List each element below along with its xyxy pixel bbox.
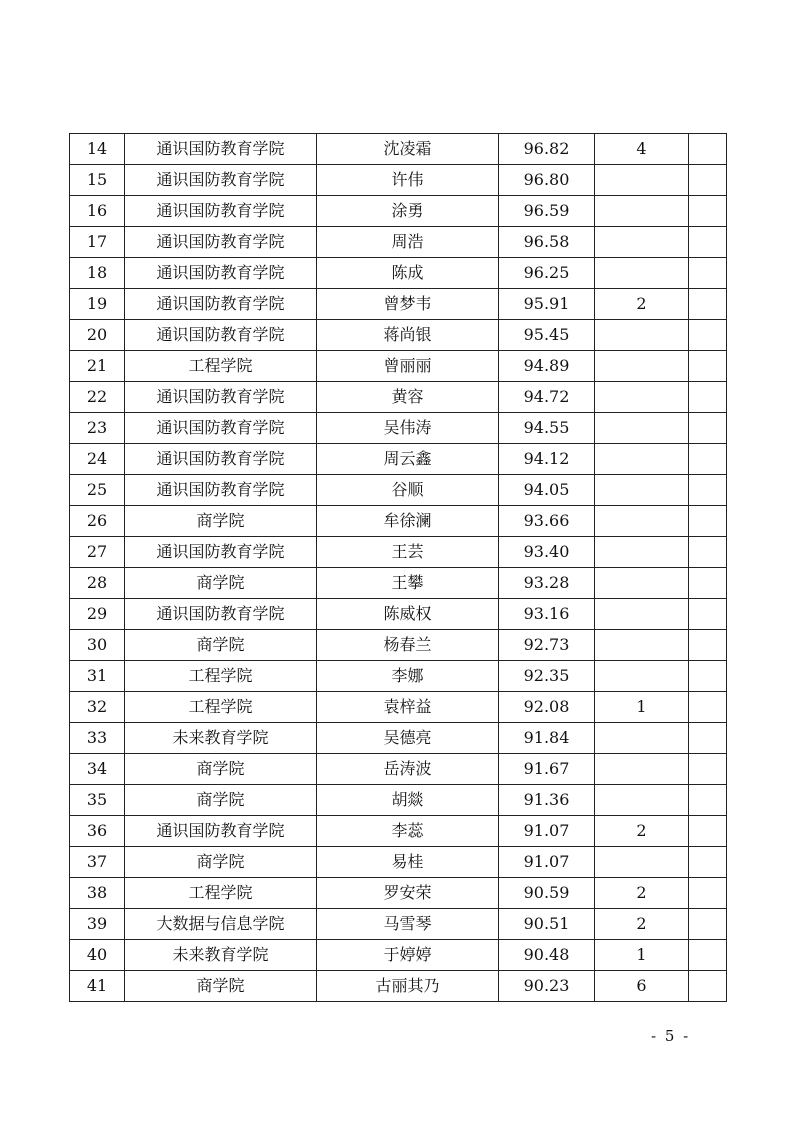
college-cell: 通识国防教育学院 — [125, 475, 317, 506]
table-row — [70, 413, 727, 444]
college-cell: 商学院 — [125, 785, 317, 816]
row-number-cell: 33 — [70, 723, 125, 754]
row-number-cell: 41 — [70, 971, 125, 1002]
table-row — [70, 289, 727, 320]
college-cell: 商学院 — [125, 568, 317, 599]
score-cell: 96.59 — [499, 196, 595, 227]
table-row — [70, 630, 727, 661]
count-cell — [595, 351, 689, 382]
college-cell: 通识国防教育学院 — [125, 289, 317, 320]
remark-cell — [689, 661, 727, 692]
college-cell: 商学院 — [125, 630, 317, 661]
row-number-cell: 31 — [70, 661, 125, 692]
remark-cell — [689, 909, 727, 940]
student-name-cell: 许伟 — [317, 165, 499, 196]
row-number-cell: 15 — [70, 165, 125, 196]
count-cell — [595, 320, 689, 351]
row-number-cell: 34 — [70, 754, 125, 785]
student-name-cell: 易桂 — [317, 847, 499, 878]
remark-cell — [689, 351, 727, 382]
student-name-cell: 于婷婷 — [317, 940, 499, 971]
count-cell: 2 — [595, 909, 689, 940]
score-cell: 90.59 — [499, 878, 595, 909]
score-cell: 93.28 — [499, 568, 595, 599]
student-name-cell: 吴德亮 — [317, 723, 499, 754]
table-row — [70, 196, 727, 227]
remark-cell — [689, 134, 727, 165]
count-cell: 6 — [595, 971, 689, 1002]
student-name-cell: 王攀 — [317, 568, 499, 599]
table-row — [70, 227, 727, 258]
count-cell — [595, 444, 689, 475]
count-cell — [595, 754, 689, 785]
row-number-cell: 23 — [70, 413, 125, 444]
table-row — [70, 940, 727, 971]
table-row — [70, 785, 727, 816]
college-cell: 通识国防教育学院 — [125, 134, 317, 165]
count-cell — [595, 413, 689, 444]
row-number-cell: 28 — [70, 568, 125, 599]
student-name-cell: 沈凌霜 — [317, 134, 499, 165]
table-row — [70, 320, 727, 351]
remark-cell — [689, 940, 727, 971]
table-row — [70, 847, 727, 878]
student-name-cell: 曾丽丽 — [317, 351, 499, 382]
row-number-cell: 16 — [70, 196, 125, 227]
remark-cell — [689, 692, 727, 723]
remark-cell — [689, 568, 727, 599]
score-cell: 91.36 — [499, 785, 595, 816]
score-cell: 93.16 — [499, 599, 595, 630]
score-cell: 91.07 — [499, 847, 595, 878]
student-name-cell: 袁梓益 — [317, 692, 499, 723]
table-row — [70, 382, 727, 413]
count-cell — [595, 568, 689, 599]
row-number-cell: 17 — [70, 227, 125, 258]
college-cell: 通识国防教育学院 — [125, 165, 317, 196]
row-number-cell: 19 — [70, 289, 125, 320]
row-number-cell: 22 — [70, 382, 125, 413]
count-cell — [595, 599, 689, 630]
count-cell — [595, 630, 689, 661]
student-name-cell: 吴伟涛 — [317, 413, 499, 444]
row-number-cell: 39 — [70, 909, 125, 940]
student-name-cell: 古丽其乃 — [317, 971, 499, 1002]
student-name-cell: 周云鑫 — [317, 444, 499, 475]
score-cell: 94.12 — [499, 444, 595, 475]
student-name-cell: 王芸 — [317, 537, 499, 568]
table-row — [70, 134, 727, 165]
count-cell — [595, 847, 689, 878]
student-name-cell: 陈成 — [317, 258, 499, 289]
count-cell: 1 — [595, 692, 689, 723]
college-cell: 工程学院 — [125, 351, 317, 382]
table-row — [70, 692, 727, 723]
student-name-cell: 罗安荣 — [317, 878, 499, 909]
score-cell: 91.84 — [499, 723, 595, 754]
score-cell: 93.40 — [499, 537, 595, 568]
row-number-cell: 21 — [70, 351, 125, 382]
remark-cell — [689, 723, 727, 754]
table-row — [70, 165, 727, 196]
count-cell — [595, 723, 689, 754]
college-cell: 通识国防教育学院 — [125, 413, 317, 444]
score-cell: 91.67 — [499, 754, 595, 785]
count-cell: 2 — [595, 289, 689, 320]
college-cell: 通识国防教育学院 — [125, 444, 317, 475]
remark-cell — [689, 382, 727, 413]
college-cell: 通识国防教育学院 — [125, 382, 317, 413]
college-cell: 未来教育学院 — [125, 940, 317, 971]
score-cell: 92.35 — [499, 661, 595, 692]
page-number: - 5 - — [651, 1027, 691, 1045]
row-number-cell: 36 — [70, 816, 125, 847]
college-cell: 商学院 — [125, 506, 317, 537]
count-cell — [595, 785, 689, 816]
table-row — [70, 537, 727, 568]
student-name-cell: 涂勇 — [317, 196, 499, 227]
remark-cell — [689, 599, 727, 630]
table-row — [70, 971, 727, 1002]
score-cell: 92.73 — [499, 630, 595, 661]
college-cell: 工程学院 — [125, 692, 317, 723]
student-name-cell: 陈威权 — [317, 599, 499, 630]
row-number-cell: 29 — [70, 599, 125, 630]
remark-cell — [689, 289, 727, 320]
score-cell: 94.72 — [499, 382, 595, 413]
table-row — [70, 475, 727, 506]
remark-cell — [689, 227, 727, 258]
college-cell: 未来教育学院 — [125, 723, 317, 754]
student-name-cell: 杨春兰 — [317, 630, 499, 661]
score-cell: 95.91 — [499, 289, 595, 320]
row-number-cell: 25 — [70, 475, 125, 506]
remark-cell — [689, 816, 727, 847]
count-cell: 4 — [595, 134, 689, 165]
score-cell: 94.05 — [499, 475, 595, 506]
table-row — [70, 723, 727, 754]
score-cell: 90.51 — [499, 909, 595, 940]
count-cell — [595, 196, 689, 227]
remark-cell — [689, 165, 727, 196]
college-cell: 大数据与信息学院 — [125, 909, 317, 940]
remark-cell — [689, 506, 727, 537]
remark-cell — [689, 754, 727, 785]
score-cell: 96.25 — [499, 258, 595, 289]
score-cell: 90.23 — [499, 971, 595, 1002]
remark-cell — [689, 413, 727, 444]
row-number-cell: 37 — [70, 847, 125, 878]
table-row — [70, 878, 727, 909]
remark-cell — [689, 258, 727, 289]
count-cell — [595, 227, 689, 258]
count-cell — [595, 382, 689, 413]
score-cell: 96.80 — [499, 165, 595, 196]
remark-cell — [689, 847, 727, 878]
count-cell — [595, 258, 689, 289]
table-row — [70, 258, 727, 289]
remark-cell — [689, 971, 727, 1002]
remark-cell — [689, 630, 727, 661]
row-number-cell: 32 — [70, 692, 125, 723]
count-cell: 2 — [595, 816, 689, 847]
remark-cell — [689, 878, 727, 909]
table-row — [70, 909, 727, 940]
row-number-cell: 35 — [70, 785, 125, 816]
remark-cell — [689, 475, 727, 506]
row-number-cell: 18 — [70, 258, 125, 289]
roster-table — [69, 133, 727, 1002]
score-cell: 92.08 — [499, 692, 595, 723]
row-number-cell: 14 — [70, 134, 125, 165]
count-cell — [595, 661, 689, 692]
score-cell: 95.45 — [499, 320, 595, 351]
remark-cell — [689, 537, 727, 568]
count-cell: 1 — [595, 940, 689, 971]
student-name-cell: 李娜 — [317, 661, 499, 692]
count-cell — [595, 506, 689, 537]
student-name-cell: 胡燚 — [317, 785, 499, 816]
score-cell: 90.48 — [499, 940, 595, 971]
student-name-cell: 岳涛波 — [317, 754, 499, 785]
remark-cell — [689, 196, 727, 227]
college-cell: 通识国防教育学院 — [125, 816, 317, 847]
college-cell: 工程学院 — [125, 878, 317, 909]
table-row — [70, 816, 727, 847]
student-name-cell: 蒋尚银 — [317, 320, 499, 351]
student-name-cell: 周浩 — [317, 227, 499, 258]
count-cell — [595, 537, 689, 568]
remark-cell — [689, 785, 727, 816]
remark-cell — [689, 320, 727, 351]
row-number-cell: 24 — [70, 444, 125, 475]
row-number-cell: 40 — [70, 940, 125, 971]
row-number-cell: 27 — [70, 537, 125, 568]
table-row — [70, 506, 727, 537]
row-number-cell: 38 — [70, 878, 125, 909]
score-cell: 96.58 — [499, 227, 595, 258]
student-name-cell: 牟徐澜 — [317, 506, 499, 537]
table-row — [70, 599, 727, 630]
college-cell: 通识国防教育学院 — [125, 227, 317, 258]
count-cell: 2 — [595, 878, 689, 909]
student-name-cell: 谷顺 — [317, 475, 499, 506]
score-cell: 91.07 — [499, 816, 595, 847]
count-cell — [595, 475, 689, 506]
row-number-cell: 20 — [70, 320, 125, 351]
score-cell: 94.55 — [499, 413, 595, 444]
student-name-cell: 黄容 — [317, 382, 499, 413]
college-cell: 商学院 — [125, 754, 317, 785]
college-cell: 通识国防教育学院 — [125, 599, 317, 630]
score-cell: 94.89 — [499, 351, 595, 382]
college-cell: 商学院 — [125, 971, 317, 1002]
row-number-cell: 26 — [70, 506, 125, 537]
roster-table-body — [70, 134, 727, 1002]
score-cell: 93.66 — [499, 506, 595, 537]
count-cell — [595, 165, 689, 196]
student-name-cell: 马雪琴 — [317, 909, 499, 940]
table-row — [70, 351, 727, 382]
college-cell: 通识国防教育学院 — [125, 537, 317, 568]
college-cell: 通识国防教育学院 — [125, 196, 317, 227]
student-name-cell: 曾梦韦 — [317, 289, 499, 320]
table-row — [70, 444, 727, 475]
college-cell: 商学院 — [125, 847, 317, 878]
remark-cell — [689, 444, 727, 475]
table-row — [70, 754, 727, 785]
student-name-cell: 李蕊 — [317, 816, 499, 847]
row-number-cell: 30 — [70, 630, 125, 661]
table-row — [70, 661, 727, 692]
table-row — [70, 568, 727, 599]
college-cell: 工程学院 — [125, 661, 317, 692]
college-cell: 通识国防教育学院 — [125, 320, 317, 351]
college-cell: 通识国防教育学院 — [125, 258, 317, 289]
score-cell: 96.82 — [499, 134, 595, 165]
